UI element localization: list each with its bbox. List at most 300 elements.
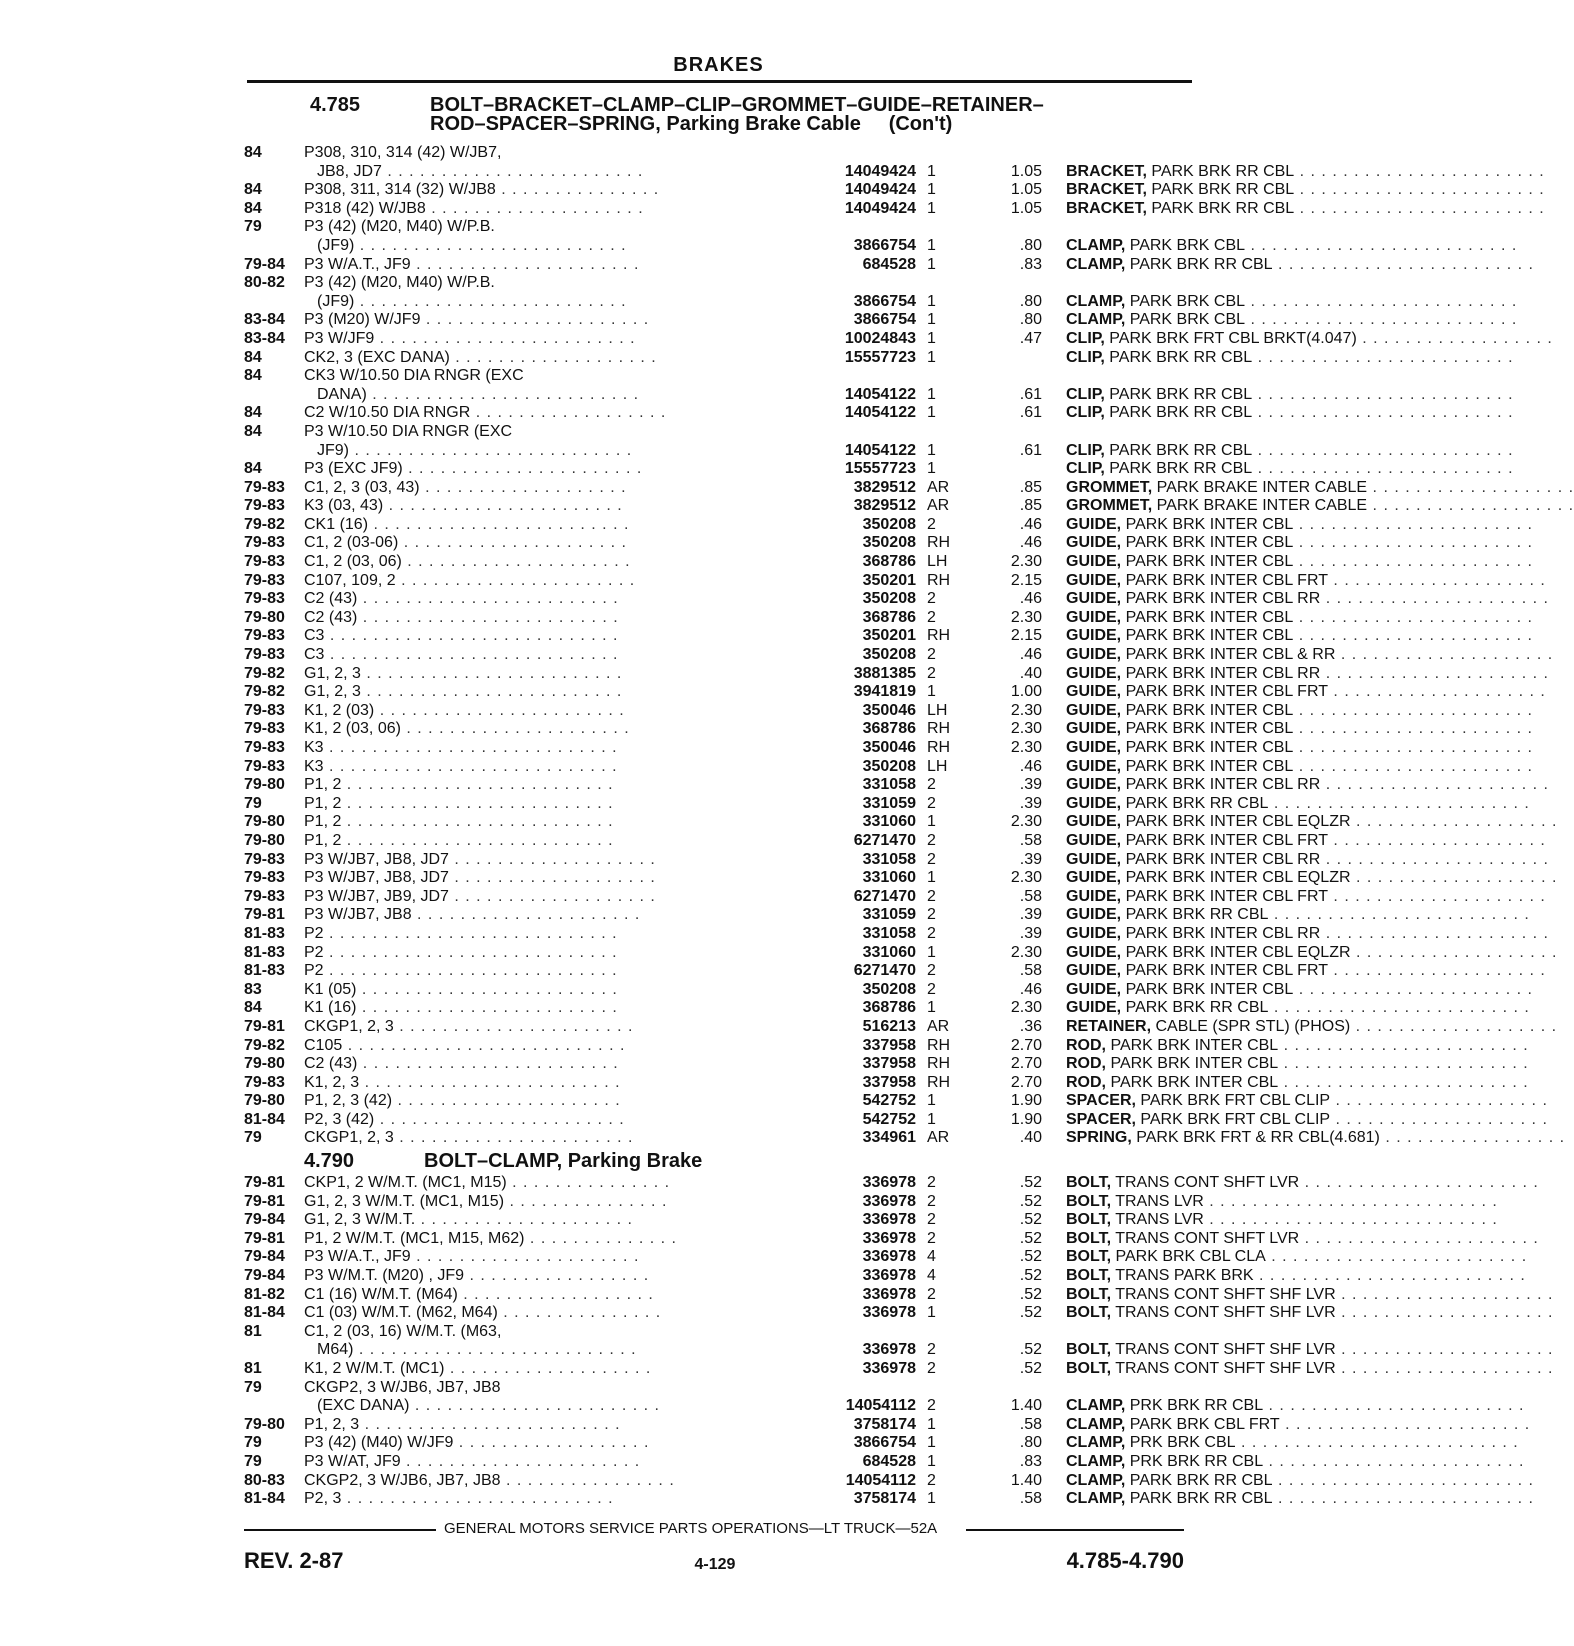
application bbox=[304, 534, 804, 553]
application-text: P3 (M20) W/JF9 bbox=[304, 311, 421, 329]
application bbox=[304, 1211, 804, 1230]
parts-row bbox=[244, 850, 1549, 870]
quantity: LH bbox=[927, 553, 948, 571]
leader-dots: . . . . . . . . . . . . . . . . . . . . . . bbox=[400, 1452, 641, 1470]
leader-dots: . . . . . . . . . . . . . . . . . . . . . . bbox=[1293, 739, 1533, 756]
price: .39 bbox=[1019, 924, 1042, 942]
part-number: 14049424 bbox=[844, 199, 916, 217]
parts-row bbox=[244, 311, 1518, 330]
price: .46 bbox=[1019, 515, 1042, 533]
leader-dots: . . . . . . . . . . . . . . . . . . . . . . . . bbox=[1268, 999, 1530, 1017]
description bbox=[1066, 534, 1533, 553]
model-years: 83-84 bbox=[244, 329, 285, 347]
model-years: 79-83 bbox=[244, 590, 285, 608]
price: 1.90 bbox=[1010, 1092, 1042, 1110]
footer-rule-right bbox=[966, 1529, 1184, 1531]
parts-row bbox=[244, 1434, 1519, 1453]
description-text: PARK BRK FRT & RR CBL(4.681) bbox=[1136, 1129, 1380, 1147]
application-text: C107, 109, 2 bbox=[304, 571, 396, 589]
leader-dots: . . . . . . . . . . . . . . . . . . . . . . . . . bbox=[354, 236, 627, 254]
price: .46 bbox=[1019, 980, 1042, 998]
leader-dots: . . . . . . . . . . . . . . . bbox=[497, 1304, 662, 1322]
part-number: 3866754 bbox=[853, 292, 916, 310]
application-text: G1, 2, 3 bbox=[304, 664, 361, 682]
parts-row bbox=[244, 906, 1530, 925]
parts-row bbox=[244, 1229, 1539, 1249]
parts-row bbox=[244, 515, 1533, 535]
description bbox=[1066, 1248, 1528, 1267]
quantity: 1 bbox=[927, 348, 936, 366]
application-line bbox=[304, 1055, 804, 1074]
price: 2.70 bbox=[1010, 1073, 1042, 1091]
description bbox=[1066, 497, 1574, 516]
quantity: 2 bbox=[927, 1229, 936, 1247]
application bbox=[304, 1304, 804, 1323]
application bbox=[304, 627, 804, 646]
part-number: 350046 bbox=[862, 739, 916, 756]
description-noun: GUIDE, bbox=[1066, 776, 1122, 794]
part-number: 14049424 bbox=[844, 181, 916, 199]
parts-row bbox=[244, 1415, 1531, 1435]
application-line bbox=[304, 925, 804, 944]
model-years: 79-83 bbox=[244, 478, 285, 496]
parts-row bbox=[244, 1211, 1498, 1230]
description-text: PARK BRK INTER CBL RR bbox=[1125, 664, 1321, 682]
model-years: 81-84 bbox=[244, 1490, 285, 1508]
model-years: 79-80 bbox=[244, 1415, 285, 1433]
application-line bbox=[304, 999, 804, 1018]
application-line bbox=[304, 1037, 804, 1056]
model-years: 79-83 bbox=[244, 887, 285, 905]
leader-dots: . . . . . . . . . . . . . . . . . . . . . . bbox=[1293, 720, 1533, 738]
description-text: PARK BRK INTER CBL FRT bbox=[1125, 962, 1328, 980]
leader-dots: . . . . . . . . . . . . . . . . . . . . . bbox=[411, 906, 641, 924]
parts-row bbox=[244, 664, 1549, 684]
model-years: 79-84 bbox=[244, 1267, 285, 1285]
description-text: PARK BRK INTER CBL FRT bbox=[1125, 831, 1328, 849]
leader-dots: . . . . . . . . . . . . . . . . . . . . . . . . bbox=[357, 1055, 619, 1073]
description bbox=[1066, 1267, 1526, 1286]
description-noun: GUIDE, bbox=[1066, 646, 1122, 664]
application-line bbox=[304, 1397, 804, 1416]
price: 2.30 bbox=[1010, 608, 1042, 626]
application bbox=[304, 349, 804, 368]
quantity: RH bbox=[927, 1055, 951, 1073]
application-text: K1, 2 (03, 06) bbox=[304, 720, 401, 738]
part-number: 331059 bbox=[862, 794, 916, 812]
model-years: 79-80 bbox=[244, 776, 285, 794]
description-text: PARK BRK RR CBL bbox=[1109, 441, 1253, 459]
model-years: 79 bbox=[244, 794, 262, 812]
leader-dots: . . . . . . . . . . . . . . . . . . . . . bbox=[420, 311, 650, 329]
application-line bbox=[304, 386, 804, 405]
quantity: 1 bbox=[927, 199, 936, 217]
part-number: 336978 bbox=[862, 1341, 916, 1359]
description bbox=[1066, 831, 1546, 851]
description bbox=[1066, 1073, 1529, 1093]
parts-row bbox=[244, 869, 1558, 888]
leader-dots: . . . . . . . . . . . . . . . . . . . . . bbox=[410, 1248, 640, 1266]
application bbox=[304, 479, 804, 498]
application bbox=[304, 590, 804, 609]
application bbox=[304, 981, 804, 1000]
quantity: 2 bbox=[927, 850, 936, 868]
application bbox=[304, 423, 804, 460]
leader-dots: . . . . . . . . . . . . . . . . . . . bbox=[448, 887, 656, 905]
application bbox=[304, 832, 804, 851]
description-noun: CLIP, bbox=[1066, 441, 1105, 459]
model-years: 79-83 bbox=[244, 571, 285, 589]
footer-page-number: 4-129 bbox=[694, 1556, 736, 1573]
description bbox=[1066, 943, 1558, 963]
leader-dots: . . . . . . . . . . . . . . . . . . . . bbox=[1335, 1360, 1554, 1377]
price: .61 bbox=[1019, 441, 1042, 459]
leader-dots: . . . . . . . . . . . . . . . . . . . . . . . bbox=[374, 1110, 625, 1128]
description-noun: RETAINER, bbox=[1066, 1017, 1152, 1035]
description-noun: GUIDE, bbox=[1066, 664, 1122, 682]
quantity: 1 bbox=[927, 943, 936, 961]
description bbox=[1066, 1110, 1548, 1130]
model-years: 79-83 bbox=[244, 869, 285, 887]
description-text: PARK BRK RR CBL bbox=[1109, 348, 1253, 366]
part-number: 15557723 bbox=[844, 348, 916, 366]
description-text: TRANS CONT SHFT LVR bbox=[1115, 1174, 1300, 1192]
leader-dots: . . . . . . . . . . . . . . . . . . . . . . . bbox=[1278, 1036, 1529, 1054]
description-noun: GUIDE, bbox=[1066, 571, 1122, 589]
application-line bbox=[304, 1472, 804, 1491]
application bbox=[304, 200, 804, 219]
application-text: CKGP1, 2, 3 bbox=[304, 1129, 394, 1147]
description-text: PARK BRAKE INTER CABLE bbox=[1156, 478, 1368, 496]
description-text: PARK BRK RR CBL bbox=[1129, 255, 1273, 273]
leader-dots: . . . . . . . . . . . . . . . . . . . . bbox=[1335, 1304, 1554, 1322]
leader-dots: . . . . . . . . . . . . . . . . . . . . . . . . bbox=[1272, 255, 1534, 273]
description-text: PARK BRK CBL CLA bbox=[1115, 1248, 1266, 1266]
leader-dots: . . . . . . . . . . . . . . . . . . . . . . . . bbox=[1272, 1471, 1534, 1489]
description-noun: CLAMP, bbox=[1066, 1490, 1126, 1508]
model-years: 84 bbox=[244, 367, 262, 385]
description bbox=[1066, 906, 1530, 925]
leader-dots: . . . . . . . . . . . . . . . . . . . . bbox=[1327, 831, 1546, 849]
part-number: 336978 bbox=[862, 1174, 916, 1192]
leader-dots: . . . . . . . . . . . . . . . . . . . bbox=[419, 478, 627, 496]
model-years: 84 bbox=[244, 999, 262, 1017]
description-text: PARK BRK RR CBL bbox=[1125, 906, 1269, 924]
price: .83 bbox=[1019, 1452, 1042, 1470]
header-rule bbox=[247, 80, 1192, 83]
description-noun: CLIP, bbox=[1066, 329, 1105, 347]
parts-row bbox=[244, 813, 1558, 832]
section-number: 4.785 bbox=[310, 94, 361, 116]
description bbox=[1066, 515, 1533, 535]
application-line bbox=[304, 1074, 804, 1093]
application-text: K1, 2 (03) bbox=[304, 701, 375, 719]
description-text: TRANS CONT SHFT SHF LVR bbox=[1115, 1360, 1336, 1377]
application-text: M64) bbox=[317, 1341, 354, 1359]
part-number: 14054122 bbox=[844, 441, 916, 459]
footer-center: GENERAL MOTORS SERVICE PARTS OPERATIONS—LT TRUCK—52A bbox=[444, 1520, 938, 1537]
application bbox=[304, 1248, 804, 1267]
parts-row bbox=[244, 329, 1553, 349]
leader-dots: . . . . . . . . . . . . . . . . . . . . . . bbox=[402, 460, 643, 478]
application bbox=[304, 1434, 804, 1453]
parts-row bbox=[244, 460, 1514, 479]
part-number: 684528 bbox=[862, 255, 916, 273]
part-number: 368786 bbox=[862, 720, 916, 738]
application-line bbox=[304, 1360, 804, 1379]
application-text: G1, 2, 3 bbox=[304, 683, 361, 701]
price: 2.30 bbox=[1010, 999, 1042, 1017]
description-noun: GUIDE, bbox=[1066, 869, 1122, 887]
part-number: 336978 bbox=[862, 1304, 916, 1322]
leader-dots: . . . . . . . . . . . . . . . . . . . bbox=[1367, 497, 1574, 515]
quantity: 2 bbox=[927, 1397, 936, 1415]
price: .52 bbox=[1019, 1229, 1042, 1247]
quantity: 1 bbox=[927, 683, 936, 701]
section-title-cont: (Con't) bbox=[888, 113, 953, 135]
application bbox=[304, 683, 804, 702]
parts-row bbox=[244, 776, 1549, 795]
description-text: PARK BRK INTER CBL EQLZR bbox=[1125, 869, 1351, 887]
description-text: PARK BRK INTER CBL bbox=[1125, 980, 1294, 998]
leader-dots: . . . . . . . . . . . . . . . . . . . . . . . . . bbox=[1245, 236, 1518, 254]
application-text: CK3 W/10.50 DIA RNGR (EXC bbox=[304, 367, 524, 385]
description-text: PARK BRK INTER CBL bbox=[1110, 1055, 1279, 1073]
part-number: 350208 bbox=[862, 515, 916, 533]
leader-dots: . . . . . . . . . . . . . . . . . . . bbox=[1350, 1017, 1558, 1035]
quantity: 2 bbox=[927, 515, 936, 533]
leader-dots: . . . . . . . . . . . . . . . . . . . . bbox=[1327, 683, 1546, 701]
model-years: 79-83 bbox=[244, 646, 285, 664]
application-text: CKGP2, 3 W/JB6, JB7, JB8 bbox=[304, 1471, 501, 1489]
leader-dots: . . . . . . . . . . . . . . . . . . . . . . bbox=[393, 1129, 634, 1147]
price: .46 bbox=[1019, 646, 1042, 664]
model-years: 84 bbox=[244, 181, 262, 199]
application-line bbox=[304, 293, 804, 312]
application bbox=[304, 516, 804, 535]
application bbox=[304, 646, 804, 665]
application-text: JF9) bbox=[317, 441, 349, 459]
application-text: P3 W/AT, JF9 bbox=[304, 1452, 401, 1470]
leader-dots: . . . . . . . . . . . . . . . . . . . . . . . . bbox=[359, 1415, 621, 1433]
description bbox=[1066, 292, 1518, 312]
description bbox=[1066, 1285, 1554, 1305]
application-text: K3 bbox=[304, 739, 324, 756]
leader-dots: . . . . . . . . . . . . . . . . . . . . . . . . . . . bbox=[323, 943, 618, 961]
part-number: 350046 bbox=[862, 701, 916, 719]
description bbox=[1066, 720, 1533, 739]
description-text: PARK BRK CBL bbox=[1129, 236, 1246, 254]
application-line bbox=[304, 497, 804, 516]
price: .52 bbox=[1019, 1211, 1042, 1229]
leader-dots: . . . . . . . . . . . . . . . . . . bbox=[453, 1434, 650, 1452]
leader-dots: . . . . . . . . . . . . . . . . . . . . . . bbox=[393, 1017, 634, 1035]
description-noun: CLAMP, bbox=[1066, 1434, 1126, 1452]
description bbox=[1066, 478, 1574, 498]
quantity: 4 bbox=[927, 1267, 936, 1285]
description bbox=[1066, 794, 1530, 814]
application-text: P3 W/M.T. (M20) , JF9 bbox=[304, 1267, 465, 1285]
description bbox=[1066, 162, 1545, 182]
parts-row bbox=[244, 1490, 1534, 1509]
part-number: 336978 bbox=[862, 1360, 916, 1377]
description-noun: GUIDE, bbox=[1066, 590, 1122, 608]
description-text: PARK BRK INTER CBL RR bbox=[1125, 850, 1321, 868]
price: .52 bbox=[1019, 1285, 1042, 1303]
leader-dots: . . . . . . . . . . . . . . . . . . . . . . . . . bbox=[341, 794, 614, 812]
description bbox=[1066, 1434, 1519, 1453]
part-number: 3866754 bbox=[853, 311, 916, 329]
application-text: CKP1, 2 W/M.T. (MC1, M15) bbox=[304, 1174, 507, 1192]
description bbox=[1066, 1360, 1554, 1379]
part-number: 350208 bbox=[862, 646, 916, 664]
application-line bbox=[304, 1018, 804, 1037]
leader-dots: . . . . . . . . . . . . . . . . . . . . . . . . bbox=[360, 664, 623, 682]
part-number: 337958 bbox=[862, 1073, 916, 1091]
description bbox=[1066, 571, 1546, 591]
application-line bbox=[304, 1129, 804, 1148]
model-years: 79-80 bbox=[244, 608, 285, 626]
application bbox=[304, 758, 804, 777]
part-number: 334961 bbox=[862, 1129, 916, 1147]
application-line bbox=[304, 553, 804, 572]
application-text: C1, 2 (03-06) bbox=[304, 534, 399, 552]
description-noun: CLAMP, bbox=[1066, 1471, 1126, 1489]
description bbox=[1066, 1192, 1498, 1212]
description bbox=[1066, 460, 1514, 479]
model-years: 79-80 bbox=[244, 813, 285, 831]
model-years: 84 bbox=[244, 199, 262, 217]
parts-row bbox=[244, 683, 1546, 702]
part-number: 331060 bbox=[862, 813, 916, 831]
application-text: CKGP2, 3 W/JB6, JB7, JB8 bbox=[304, 1378, 501, 1396]
leader-dots: . . . . . . . . . . . . . . . . . . . . . . . . bbox=[381, 162, 644, 180]
description-text: TRANS LVR bbox=[1115, 1192, 1204, 1210]
description bbox=[1066, 962, 1546, 981]
description-text: PARK BRK INTER CBL FRT bbox=[1125, 683, 1328, 701]
description bbox=[1066, 1017, 1558, 1037]
quantity: 2 bbox=[927, 646, 936, 664]
application-text: C2 W/10.50 DIA RNGR bbox=[304, 404, 471, 422]
leader-dots: . . . . . . . . . . . . . . . . . . . bbox=[1350, 869, 1558, 887]
description-text: TRANS LVR bbox=[1115, 1211, 1204, 1229]
model-years: 79-83 bbox=[244, 627, 285, 645]
application-text: C105 bbox=[304, 1036, 343, 1054]
application-text: P308, 311, 314 (32) W/JB8 bbox=[304, 181, 496, 199]
parts-row bbox=[244, 999, 1530, 1018]
parts-row bbox=[244, 1267, 1526, 1286]
parts-row bbox=[244, 348, 1514, 368]
leader-dots: . . . . . . . . . . . . . . . . . . . . . . . bbox=[1294, 162, 1545, 180]
leader-dots: . . . . . . . . . . . . . . . . . . . . . . . bbox=[1278, 1055, 1529, 1073]
description-noun: GUIDE, bbox=[1066, 701, 1122, 719]
quantity: AR bbox=[927, 497, 950, 515]
parts-row bbox=[244, 1360, 1554, 1379]
model-years: 79-84 bbox=[244, 1248, 285, 1266]
application-text: (JF9) bbox=[317, 236, 355, 254]
part-number: 14049424 bbox=[844, 162, 916, 180]
application-text: P3 (42) (M40) W/JF9 bbox=[304, 1434, 454, 1452]
application-text: K3 bbox=[304, 757, 324, 775]
description-text: PARK BRK RR CBL bbox=[1129, 1471, 1273, 1489]
description-text: PARK BRK INTER CBL bbox=[1125, 608, 1294, 626]
model-years: 79-81 bbox=[244, 906, 285, 924]
price: .80 bbox=[1019, 1434, 1042, 1452]
application-line bbox=[304, 256, 804, 275]
parts-row bbox=[244, 478, 1574, 498]
description-text: PARK BRK INTER CBL bbox=[1110, 1073, 1279, 1091]
price: .52 bbox=[1019, 1304, 1042, 1322]
leader-dots: . . . . . . . . . . . . . . . . . . . . . . . . bbox=[357, 608, 619, 626]
description bbox=[1066, 646, 1554, 665]
description-noun: BRACKET, bbox=[1066, 162, 1147, 180]
leader-dots: . . . . . . . . . . . . . . . . . . . . . . . . . . . bbox=[323, 962, 618, 980]
leader-dots: . . . . . . . . . . . . . . . . . . . . . bbox=[1320, 664, 1549, 682]
description-text: PARK BRK CBL bbox=[1129, 292, 1246, 310]
application bbox=[304, 404, 804, 423]
description-text: CABLE (SPR STL) (PHOS) bbox=[1155, 1017, 1351, 1035]
quantity: 1 bbox=[927, 1490, 936, 1508]
price: .52 bbox=[1019, 1248, 1042, 1266]
price: 2.70 bbox=[1010, 1036, 1042, 1054]
application-text: CKGP1, 2, 3 bbox=[304, 1017, 394, 1035]
application bbox=[304, 1055, 804, 1074]
parts-row bbox=[244, 924, 1549, 944]
description-noun: GUIDE, bbox=[1066, 980, 1122, 998]
description-noun: BOLT, bbox=[1066, 1248, 1112, 1266]
description bbox=[1066, 1036, 1529, 1056]
application bbox=[304, 1111, 804, 1130]
price: .46 bbox=[1019, 590, 1042, 608]
quantity: 1 bbox=[927, 329, 936, 347]
price: .58 bbox=[1019, 887, 1042, 905]
description-noun: GROMMET, bbox=[1066, 478, 1153, 496]
price: .58 bbox=[1019, 831, 1042, 849]
application-line bbox=[304, 1174, 804, 1193]
application bbox=[304, 776, 804, 795]
description-noun: ROD, bbox=[1066, 1036, 1106, 1054]
quantity: 2 bbox=[927, 1211, 936, 1229]
parts-row bbox=[244, 1129, 1566, 1148]
application-line bbox=[304, 795, 804, 814]
quantity: 2 bbox=[927, 590, 936, 608]
leader-dots: . . . . . . . . . . . . . . . . . . . . . . bbox=[395, 571, 636, 589]
description-noun: SPACER, bbox=[1066, 1110, 1136, 1128]
quantity: RH bbox=[927, 571, 951, 589]
leader-dots: . . . . . . . . . . . . . . . . . . . . . . bbox=[1293, 627, 1533, 645]
application-text: P3 (42) (M20, M40) W/P.B. bbox=[304, 274, 495, 292]
leader-dots: . . . . . . . . . . . . . . . . . . . . . . . . bbox=[368, 515, 630, 533]
description-noun: GUIDE, bbox=[1066, 720, 1122, 738]
model-years: 80-82 bbox=[244, 274, 285, 292]
application-line bbox=[304, 479, 804, 498]
leader-dots: . . . . . . . . . . . . . . . . bbox=[500, 1471, 675, 1489]
model-years: 84 bbox=[244, 460, 262, 478]
quantity: 2 bbox=[927, 608, 936, 626]
description-noun: GUIDE, bbox=[1066, 999, 1122, 1017]
part-number: 15557723 bbox=[844, 460, 916, 478]
price: .85 bbox=[1019, 497, 1042, 515]
description-noun: GROMMET, bbox=[1066, 497, 1153, 515]
description bbox=[1066, 1174, 1539, 1193]
application-text: JB8, JD7 bbox=[317, 162, 382, 180]
application-line bbox=[304, 200, 804, 219]
parts-row bbox=[244, 1192, 1498, 1212]
description bbox=[1066, 980, 1533, 1000]
leader-dots: . . . . . . . . . . . . . . . . . . . . . . . . . . bbox=[1235, 1434, 1519, 1452]
leader-dots: . . . . . . . . . . . . . . . . . . . . bbox=[1335, 1285, 1554, 1303]
quantity: 2 bbox=[927, 776, 936, 794]
